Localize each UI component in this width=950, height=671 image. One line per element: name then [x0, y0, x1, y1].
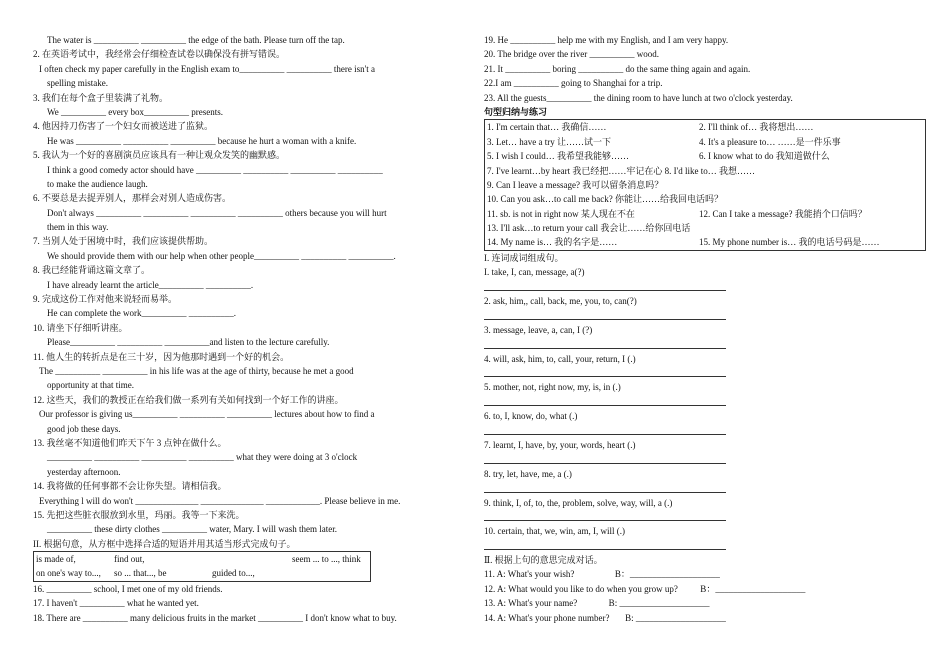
question-line: 16. __________ school, I met one of my old friends.: [33, 583, 223, 594]
question-line: 6. 不要总是去捉弄别人，那样会对别人造成伤害。: [33, 193, 232, 204]
pattern-item: 15. My phone number is… 我的电话号码是……: [699, 237, 880, 248]
dialog-line: 13. A: What's your name? B: ____________________: [484, 598, 710, 609]
word-box-phrase: find out,: [114, 554, 145, 565]
question-line: Our professor is giving us__________ __________ __________ lectures about how to find a: [39, 409, 375, 420]
pattern-item: 9. Can I leave a message? 我可以留条消息吗？: [487, 179, 664, 190]
pattern-item: 10. Can you ask…to call me back? 你能让……给我回电话吗？: [487, 194, 723, 205]
pattern-item: 12. Can I take a message? 我能捎个口信吗？: [699, 208, 867, 219]
question-line: I have already learnt the article__________ __________.: [47, 279, 254, 290]
question-line: 21. It __________ boring __________ do the same thing again and again.: [484, 63, 751, 74]
pattern-item: 14. My name is… 我的名字是……: [487, 237, 618, 248]
question-line: 11. 他人生的转折点是在三十岁，因为他那时遇到一个好的机会。: [33, 351, 290, 362]
question-line: opportunity at that time.: [47, 380, 134, 391]
question-line: Don't always __________ __________ __________ __________ others because you will hurt: [47, 207, 387, 218]
answer-line: [484, 280, 929, 294]
left-column: [33, 33, 443, 625]
answer-line: [484, 337, 929, 351]
exercise-prompt: 8. try, let, have, me, a (.): [484, 468, 572, 479]
question-line: 2. 在英语考试中，我经常会仔细检查试卷以确保没有拼写错误。: [33, 49, 286, 60]
exercise-prompt: 4. will, ask, him, to, call, your, return, I (.): [484, 353, 636, 364]
dialog-line: 11. A: What's your wish? B：____________________: [484, 569, 720, 580]
answer-line: [484, 366, 929, 380]
pattern-item: 6. I know what to do 我知道做什么: [699, 151, 830, 162]
question-line: __________ these dirty clothes __________ water, Mary. I will wash them later.: [47, 524, 337, 535]
question-line: The water is __________ __________ the edge of the bath. Please turn off the tap.: [47, 35, 345, 45]
word-box-phrase: is made of,: [36, 554, 76, 565]
pattern-item: 5. I wish I could… 我希望我能够……: [487, 151, 629, 162]
question-line: 10. 请坐下仔细听讲座。: [33, 322, 128, 333]
question-line: Please__________ __________ __________and listen to the lecture carefully.: [47, 337, 330, 348]
word-box-phrase: so ... that..., be: [114, 568, 167, 579]
answer-line: [484, 510, 929, 524]
word-box-phrase: guided to...,: [212, 568, 255, 579]
right-question-list: [484, 33, 929, 105]
pattern-box: [484, 119, 926, 251]
question-line: 22.I am __________ going to Shanghai for a trip.: [484, 78, 663, 89]
question-line: spelling mistake.: [47, 78, 108, 89]
question-line: to make the audience laugh.: [47, 178, 148, 189]
word-box-phrase: [290, 566, 370, 580]
question-line: He can complete the work__________ __________.: [47, 308, 236, 319]
pattern-item: 2. I'll think of… 我将想出……: [699, 122, 814, 133]
question-line: 7. 当别人处于困境中时，我们应该提供帮助。: [33, 236, 214, 247]
section-2-title: II. 根据句意，从方框中选择合适的短语并用其适当形式完成句子。: [33, 538, 296, 549]
question-line: them in this way.: [47, 222, 109, 233]
dialog-line: 14. A: What's your phone number? B: ____________________: [484, 612, 726, 623]
question-line: 9. 完成这份工作对他来说轻而易举。: [33, 294, 178, 305]
answer-line: [484, 452, 929, 466]
dialog-list: [484, 567, 929, 625]
word-box-phrase: seem ... to ..., think: [292, 554, 361, 565]
answer-line: [484, 424, 929, 438]
exercise-prompt: 10. certain, that, we, win, am, I, will (.): [484, 526, 625, 537]
word-box-phrase: [370, 566, 372, 580]
pattern-item: 3. Let… have a try 让……试一下: [487, 136, 611, 147]
question-line: We __________ every box__________ presents.: [47, 106, 223, 117]
exercise-prompt: 3. message, leave, a, can, I (?): [484, 324, 593, 335]
question-line: 23. All the guests__________ the dining room to have lunch at two o'clock yesterday.: [484, 92, 793, 103]
section-i-title: I. 连词成词组成句。: [484, 252, 564, 263]
question-line: 20. The bridge over the river __________ wood.: [484, 49, 660, 60]
exercise-prompt: 2. ask, him,, call, back, me, you, to, can(?): [484, 296, 637, 307]
word-box-phrase: [370, 552, 372, 566]
question-line: 17. I haven't __________ what he wanted yet.: [33, 598, 199, 609]
section-ii-title: Ⅱ. 根据上句的意思完成对话。: [484, 555, 603, 566]
question-line: good job these days.: [47, 423, 121, 434]
exercise-prompt: I. take, I, can, message, a(?): [484, 267, 585, 278]
question-line: 8. 我已经能背诵这篇文章了。: [33, 265, 151, 276]
question-line: I often check my paper carefully in the English exam to__________ __________ there isn't a: [39, 63, 376, 74]
word-box-row: [34, 552, 370, 566]
pattern-item: 4. It's a pleasure to… ……是一件乐事: [699, 136, 841, 147]
dialog-line: 12. A: What would you like to do when you grow up? B：____________________: [484, 583, 806, 594]
word-box-row: [34, 566, 370, 580]
exercise-prompt: 5. mother, not, right now, my, is, in (.): [484, 382, 621, 393]
word-box-phrase: on one's way to...,: [36, 568, 101, 579]
question-line: The __________ __________ in his life was at the age of thirty, because he met a good: [39, 365, 354, 376]
left-question-list: [33, 33, 443, 537]
question-line: __________ __________ __________ __________ what they were doing at 3 o'clock: [47, 452, 358, 463]
exercise-prompt: 6. to, I, know, do, what (.): [484, 411, 578, 422]
answer-line: [484, 481, 929, 495]
pattern-item: 7. I've learnt…by heart 我已经把……牢记在心 8. I'd like to… 我想……: [487, 165, 755, 176]
exercise-prompt: 9. think, I, of, to, the, problem, solve, way, will, a (.): [484, 497, 673, 508]
answer-line: [484, 539, 929, 553]
question-line: 3. 我们在每个盒子里装满了礼物。: [33, 92, 169, 103]
exercise-list: [484, 265, 929, 553]
question-line: 5. 我认为一个好的喜剧演员应该具有一种让观众发笑的幽默感。: [33, 150, 286, 161]
question-line: 4. 他因持刀伤害了一个妇女而被送进了监狱。: [33, 121, 214, 132]
question-line: He was __________ __________ __________ because he hurt a woman with a knife.: [47, 135, 357, 146]
question-line: I think a good comedy actor should have __________ __________ __________ __________: [47, 164, 383, 175]
question-line: 13. 我丝毫不知道他们昨天下午 3 点钟在做什么。: [33, 437, 227, 448]
answer-line: [484, 308, 929, 322]
question-line: Everything l will do won't ______________ ______________ ____________. Please believe in me.: [39, 495, 401, 506]
question-line: 12. 这些天，我们的教授正在给我们做一系列有关如何找到一个好工作的讲座。: [33, 394, 344, 405]
answer-line: [484, 395, 929, 409]
question-line: 18. There are __________ many delicious fruits in the market __________ I don't know what to buy.: [33, 612, 397, 623]
left-tail-questions: [33, 582, 443, 625]
word-box: [33, 551, 371, 582]
right-column: [484, 33, 929, 625]
question-line: 14. 我将做的任何事都不会让你失望。请相信我。: [33, 481, 227, 492]
question-line: 19. He __________ help me with my English, and I am very happy.: [484, 35, 729, 45]
question-line: yesterday afternoon.: [47, 466, 121, 477]
exercise-prompt: 7. learnt, I, have, by, your, words, heart (.): [484, 439, 636, 450]
word-box-phrase: [210, 552, 290, 566]
pattern-section-title: 句型归纳与练习: [484, 106, 548, 117]
pattern-item: 1. I'm certain that… 我确信……: [487, 122, 607, 133]
question-line: We should provide them with our help when other people__________ __________ __________.: [47, 250, 396, 261]
pattern-item: 11. sb. is not in right now 某人现在不在: [487, 208, 635, 219]
question-line: 15. 先把这些脏衣服放到水里，玛丽。我等一下来洗。: [33, 509, 245, 520]
pattern-item: 13. I'll ask…to return your call 我会让……给你回电话: [487, 223, 691, 234]
